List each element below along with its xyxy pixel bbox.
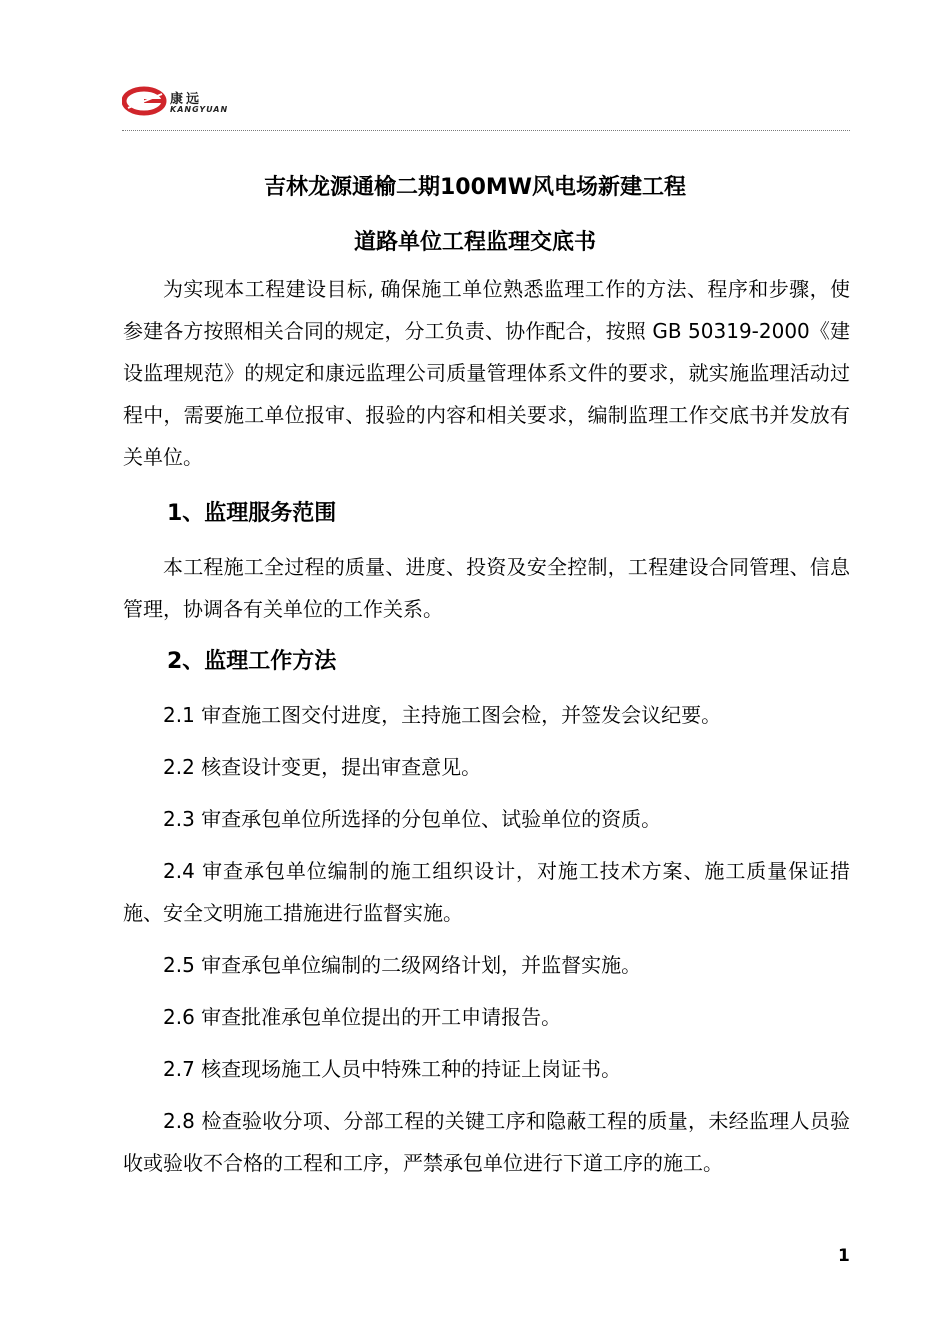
- document-title-line-1: 吉林龙源通榆二期100MW风电场新建工程: [263, 175, 687, 200]
- section-heading-2: 2、监理工作方法: [167, 649, 337, 674]
- intro-paragraph: 为实现本工程建设目标, 确保施工单位熟悉监理工作的方法、程序和步骤，使参建各方按照相关合同的规定，分工负责、协作配合，按照 GB 50319-2000《建设监理规范》的规定和康远监理公司质量管理体系文件的要求，就实施监理活动过程中，需要施工单位报审、报验的内容和相关要求，编制监理工作交底书并发放有关单位。: [123, 277, 850, 469]
- item-2-2: 2.2 核查设计变更，提出审查意见。: [163, 755, 482, 779]
- item-2-7: 2.7 核查现场施工人员中特殊工种的持证上岗证书。: [163, 1057, 622, 1081]
- page-number: 1: [838, 1246, 850, 1266]
- item-2-5: 2.5 审查承包单位编制的二级网络计划，并监督实施。: [163, 953, 642, 977]
- item-2-3: 2.3 审查承包单位所选择的分包单位、试验单位的资质。: [163, 807, 662, 831]
- company-logo: [122, 86, 242, 120]
- item-2-8: 2.8 检查验收分项、分部工程的关键工序和隐蔽工程的质量，未经监理人员验收或验收不合格的工程和工序，严禁承包单位进行下道工序的施工。: [123, 1109, 850, 1175]
- document-body: [123, 268, 850, 1194]
- section-heading-1: 1、监理服务范围: [167, 501, 337, 526]
- kangyuan-logo-icon: [122, 86, 168, 116]
- item-2-6: 2.6 审查批准承包单位提出的开工申请报告。: [163, 1005, 562, 1029]
- header-divider: [122, 130, 850, 131]
- logo-english-name: KANGYUAN: [170, 105, 229, 114]
- section-1-paragraph: 本工程施工全过程的质量、进度、投资及安全控制，工程建设合同管理、信息管理，协调各有关单位的工作关系。: [123, 555, 850, 621]
- document-title-line-2: 道路单位工程监理交底书: [353, 230, 596, 255]
- item-2-4: 2.4 审查承包单位编制的施工组织设计，对施工技术方案、施工质量保证措施、安全文明施工措施进行监督实施。: [123, 859, 850, 925]
- item-2-1: 2.1 审查施工图交付进度，主持施工图会检，并签发会议纪要。: [163, 703, 722, 727]
- logo-chinese-name: 康远: [170, 92, 203, 107]
